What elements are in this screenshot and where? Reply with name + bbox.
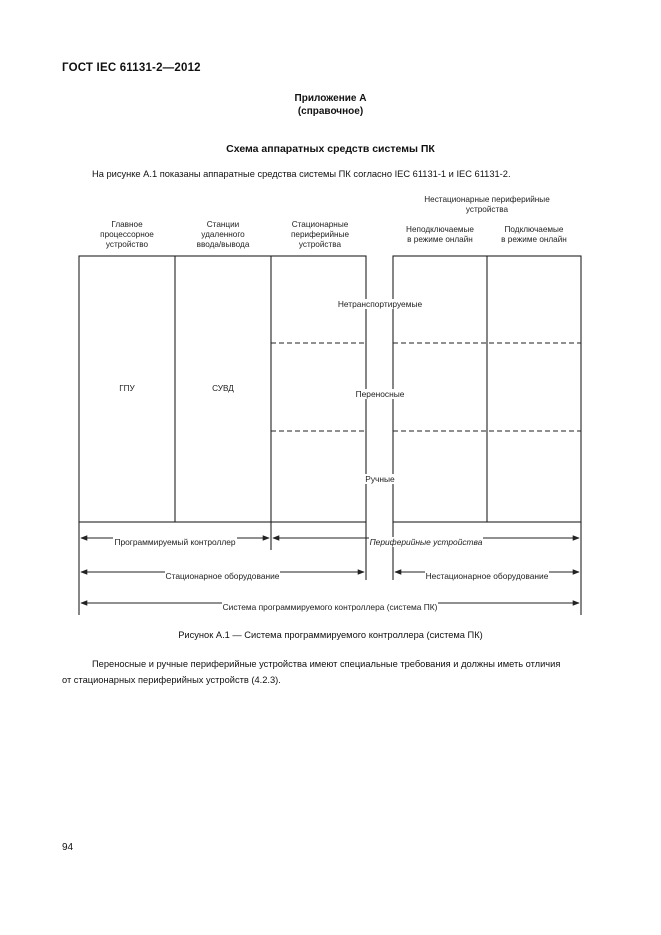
cell-rio: СУВД <box>212 384 234 393</box>
span-system-wrap <box>79 597 581 615</box>
span-label-nonfixed-equipment: Нестационарное оборудование <box>425 571 549 581</box>
intro-paragraph: На рисунке А.1 показаны аппаратные средства системы ПК согласно IEC 61131-1 и IEC 61131-2. <box>92 169 511 179</box>
annex-status: (справочное) <box>297 106 364 117</box>
annex-title: Приложение А <box>294 93 367 104</box>
column-header-cpu: Главное процессорное устройство <box>100 220 154 249</box>
row-label-fixed-wrap <box>300 294 460 312</box>
span-label-plc: Программируемый контроллер <box>114 537 236 547</box>
span-label-fixed-equipment: Стационарное оборудование <box>165 571 280 581</box>
column-header-online: Подключаемые в режиме онлайн <box>501 225 567 244</box>
body-line-1: Переносные и ручные периферийные устройства имеют специальные требования и должны иметь отличия <box>92 659 561 669</box>
section-title: Схема аппаратных средств системы ПК <box>226 143 435 155</box>
span-nonfixed-wrap <box>393 566 581 584</box>
row-label-portable: Переносные <box>355 389 405 399</box>
row-label-portable-wrap <box>300 384 460 402</box>
row-label-fixed: Нетранспортируемые <box>337 299 423 309</box>
column-header-rio: Станции удаленного ввода/вывода <box>196 220 250 249</box>
group-header-nonfixed: Нестационарные периферийные устройства <box>424 195 550 214</box>
span-label-peripherals: Периферийные устройства <box>369 537 483 547</box>
cell-cpu: ГПУ <box>119 384 135 393</box>
span-fixed-wrap <box>79 566 366 584</box>
body-line-2: от стационарных периферийных устройств (4.2.3). <box>62 675 281 685</box>
row-label-handheld-wrap <box>300 469 460 487</box>
document-header: ГОСТ IEC 61131-2—2012 <box>62 62 201 74</box>
column-header-offline: Неподключаемые в режиме онлайн <box>406 225 474 244</box>
span-label-system: Система программируемого контроллера (система ПК) <box>222 602 438 612</box>
column-header-fixed-peripherals: Стационарные периферийные устройства <box>290 220 350 249</box>
span-peripherals-wrap <box>271 532 581 550</box>
page-number: 94 <box>62 842 74 853</box>
span-plc-wrap <box>79 532 271 550</box>
figure-caption: Рисунок А.1 — Система программируемого контроллера (система ПК) <box>178 630 483 640</box>
row-label-handheld: Ручные <box>365 474 395 484</box>
